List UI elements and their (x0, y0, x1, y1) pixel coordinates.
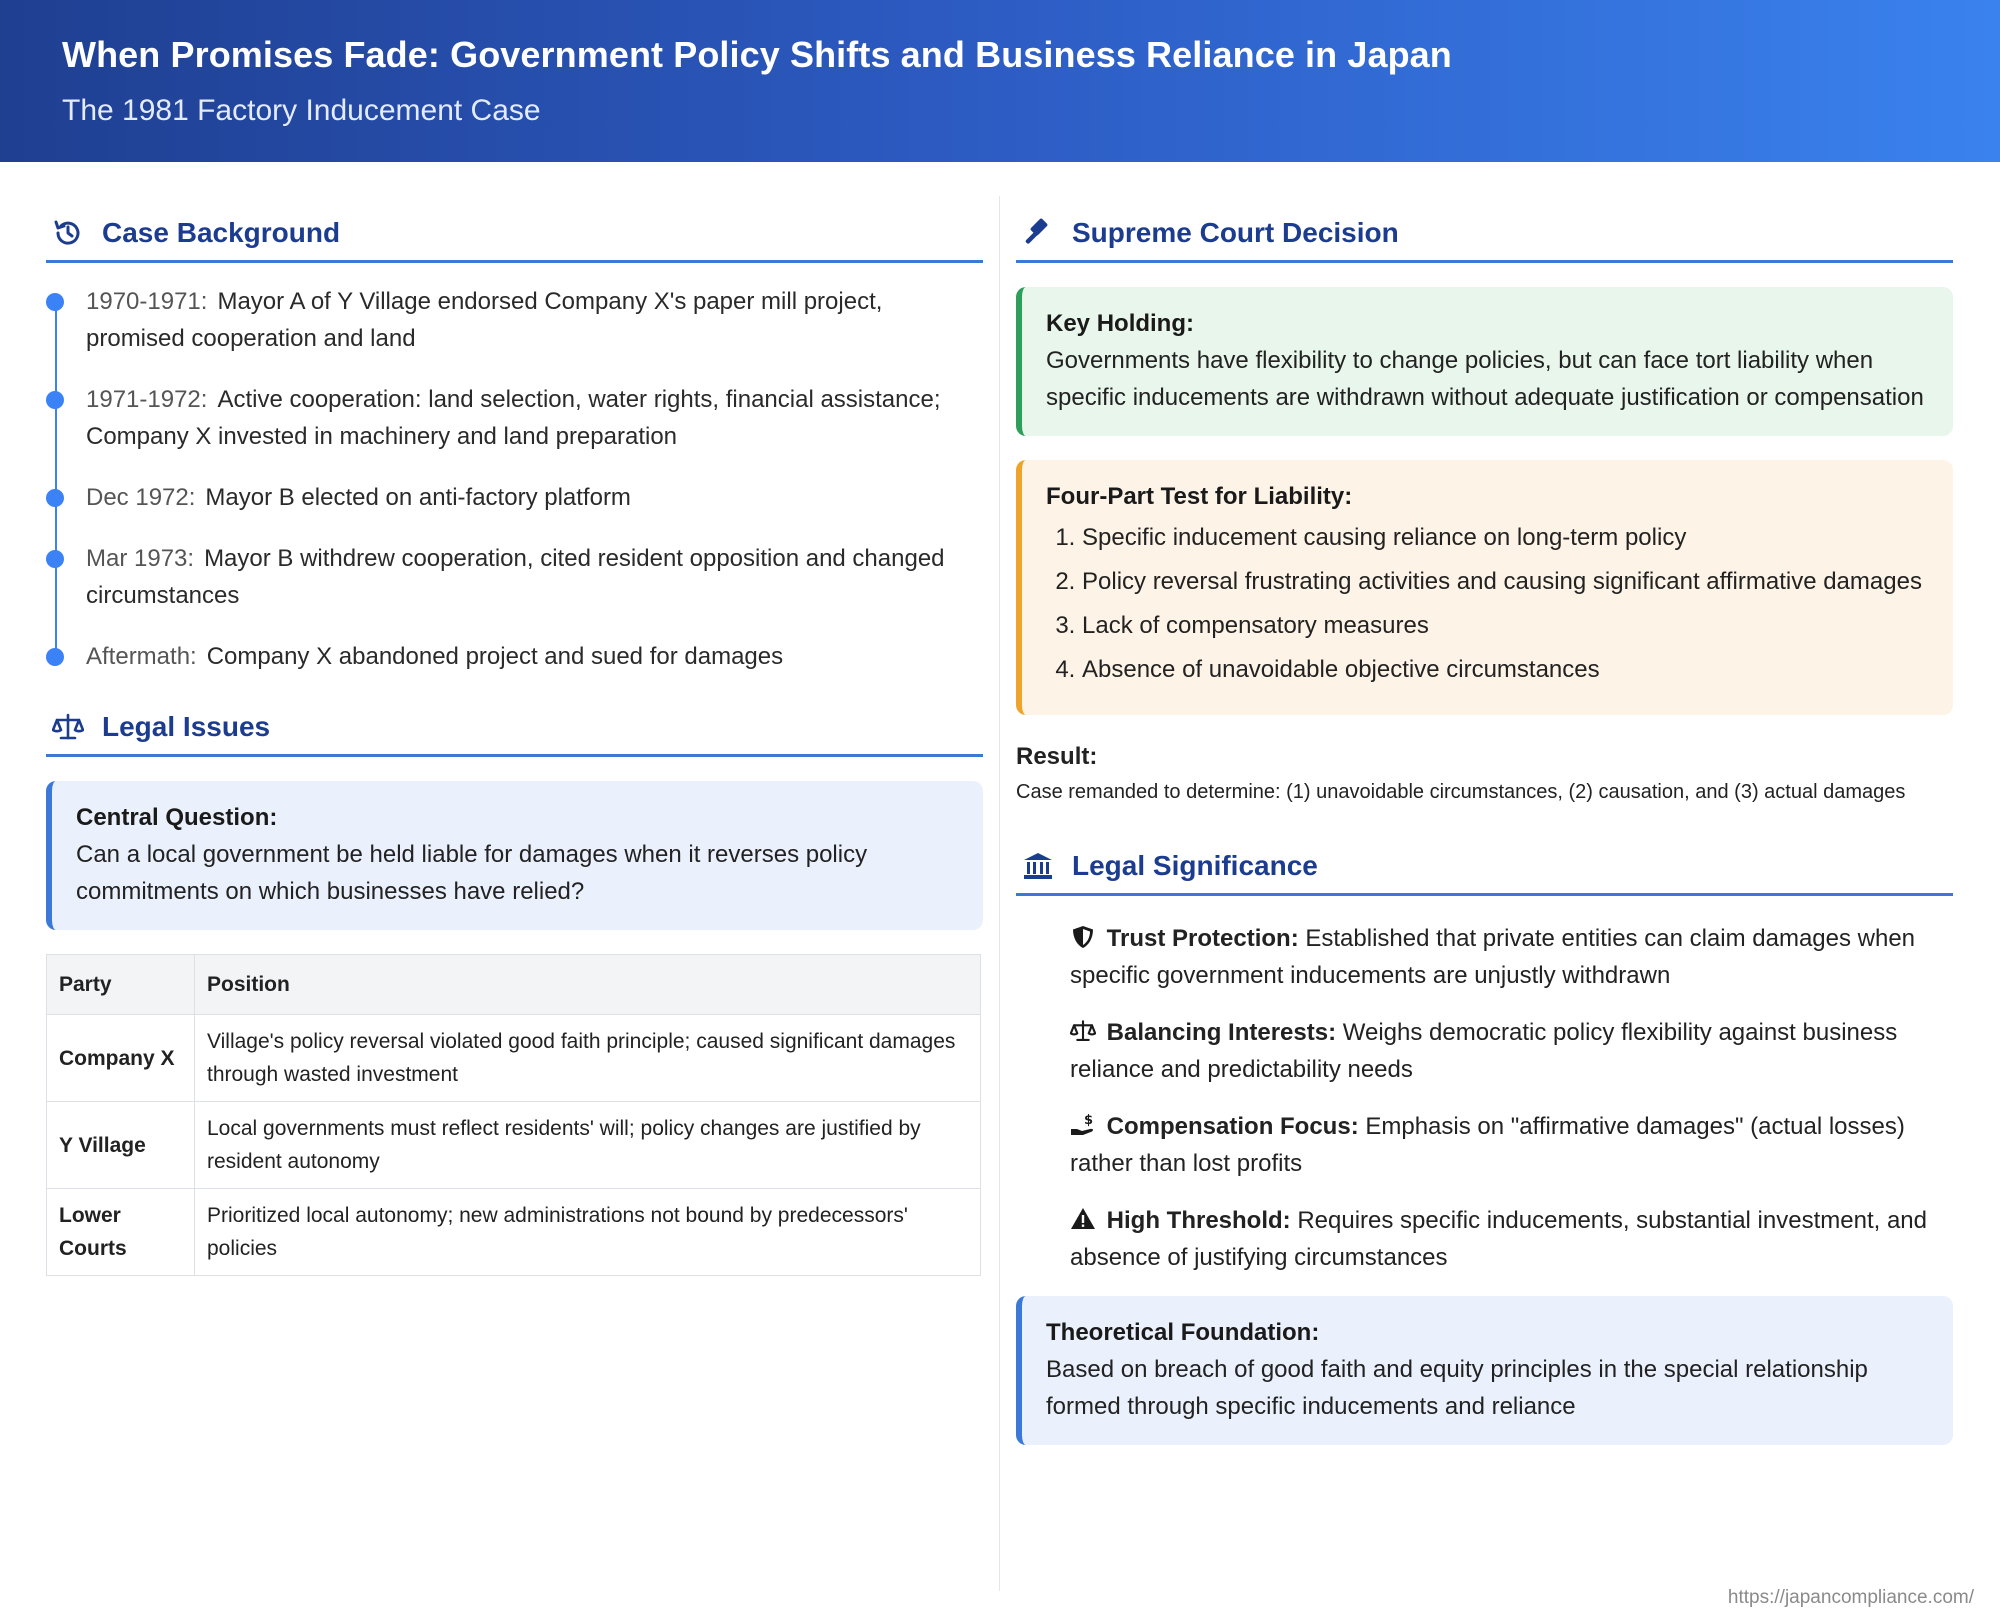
item-title: Trust Protection: (1106, 925, 1299, 952)
landmark-icon (1018, 846, 1058, 886)
item-text: Requires specific inducements, substantial investment, and absence of justifying circumstances (1070, 1207, 1927, 1271)
section-title: Case Background (102, 216, 341, 248)
timeline-text: Mayor B withdrew cooperation, cited resident opposition and changed circumstances (86, 545, 945, 609)
warning-triangle-icon (1070, 1206, 1096, 1232)
column-header-position: Position (195, 955, 981, 1015)
case-timeline (46, 283, 983, 675)
key-holding-callout (1016, 287, 1953, 436)
item-title: High Threshold: (1106, 1207, 1291, 1234)
timeline-line (55, 305, 57, 653)
significance-item (1070, 1108, 1953, 1182)
position-cell: Village's policy reversal violated good faith principle; caused significant damages through wasted investment (195, 1015, 981, 1102)
callout-title: Key Holding: (1046, 310, 1194, 337)
table-row (47, 1189, 981, 1276)
list-item: 4. Absence of unavoidable objective circumstances (1082, 651, 1929, 688)
gavel-icon (1018, 213, 1058, 253)
timeline-dot (46, 391, 64, 409)
supreme-court-decision-heading (1016, 205, 1953, 263)
result-block (1016, 743, 1953, 808)
balance-scale-icon (48, 707, 88, 747)
left-column (46, 205, 983, 1276)
significance-list (1016, 920, 1953, 1276)
timeline-text: Company X abandoned project and sued for damages (206, 643, 784, 670)
legal-significance-heading (1016, 838, 1953, 896)
item-text: Established that private entities can claim damages when specific government inducements are unjustly withdrawn (1070, 925, 1916, 989)
legal-issues-heading (46, 699, 983, 757)
timeline-item (86, 638, 983, 675)
table-row (47, 1102, 981, 1189)
timeline-date: Aftermath: (86, 643, 197, 670)
timeline-date: 1971-1972: (86, 386, 208, 413)
item-text: Emphasis on "affirmative damages" (actual losses) rather than lost profits (1070, 1113, 1905, 1177)
item-text: Weighs democratic policy flexibility against business reliance and predictability needs (1070, 1019, 1898, 1083)
timeline-text: Mayor B elected on anti-factory platform (205, 484, 631, 511)
timeline-item (86, 540, 983, 614)
balance-scale-icon (1070, 1018, 1096, 1044)
result-title: Result: (1016, 743, 1098, 770)
timeline-dot (46, 489, 64, 507)
section-title: Legal Issues (102, 710, 271, 742)
item-title: Balancing Interests: (1106, 1019, 1337, 1046)
page-title: When Promises Fade: Government Policy Shifts and Business Reliance in Japan (62, 34, 1452, 75)
four-part-test-callout (1016, 460, 1953, 715)
svg-text:$: $ (1084, 1113, 1094, 1128)
position-cell: Local governments must reflect residents' will; policy changes are justified by resident autonomy (195, 1102, 981, 1189)
list-item: 1. Specific inducement causing reliance on long-term policy (1082, 519, 1929, 556)
timeline-dot (46, 293, 64, 311)
callout-title: Theoretical Foundation: (1046, 1319, 1320, 1346)
timeline-item (86, 381, 983, 455)
callout-title: Four-Part Test for Liability: (1046, 483, 1353, 510)
shield-icon (1070, 924, 1096, 950)
table-header-row (47, 955, 981, 1015)
history-icon (48, 213, 88, 253)
list-item: 3. Lack of compensatory measures (1082, 607, 1929, 644)
significance-item (1070, 1202, 1953, 1276)
page-subtitle: The 1981 Factory Inducement Case (62, 94, 541, 127)
significance-item (1070, 1014, 1953, 1088)
column-divider (999, 196, 1000, 1591)
timeline-dot (46, 550, 64, 568)
position-cell: Prioritized local autonomy; new administrations not bound by predecessors' policies (195, 1189, 981, 1276)
party-positions-table (46, 954, 981, 1276)
significance-item (1070, 920, 1953, 994)
callout-text: Can a local government be held liable for damages when it reverses policy commitments on which businesses have relied? (76, 841, 868, 905)
callout-text: Based on breach of good faith and equity principles in the special relationship formed through specific inducements and reliance (1046, 1356, 1868, 1420)
theoretical-foundation-callout (1016, 1296, 1953, 1445)
column-header-party: Party (47, 955, 195, 1015)
timeline-item (86, 479, 983, 516)
list-item: 2. Policy reversal frustrating activities and causing significant affirmative damages (1082, 563, 1929, 600)
section-title: Supreme Court Decision (1072, 216, 1399, 248)
timeline-item (86, 283, 983, 357)
callout-title: Central Question: (76, 804, 278, 831)
central-question-callout (46, 781, 983, 930)
timeline-date: 1970-1971: (86, 288, 208, 315)
callout-text: Governments have flexibility to change policies, but can face tort liability when specific inducements are withdrawn without adequate justification or compensation (1046, 347, 1924, 411)
party-cell: Y Village (47, 1102, 195, 1189)
case-background-heading (46, 205, 983, 263)
timeline-dot (46, 648, 64, 666)
source-url: https://japancompliance.com/ (1727, 1587, 1974, 1608)
section-title: Legal Significance (1072, 849, 1318, 881)
timeline-text: Mayor A of Y Village endorsed Company X's paper mill project, promised cooperation and land (86, 288, 883, 352)
timeline-date: Mar 1973: (86, 545, 195, 572)
result-text: Case remanded to determine: (1) unavoidable circumstances, (2) causation, and (3) actual damages (1016, 781, 1906, 803)
page-header (0, 0, 2000, 162)
hand-holding-dollar-icon (1070, 1112, 1096, 1138)
test-list (1046, 519, 1929, 688)
party-cell: Company X (47, 1015, 195, 1102)
right-column (1016, 205, 1953, 1445)
party-cell: Lower Courts (47, 1189, 195, 1276)
timeline-text: Active cooperation: land selection, water rights, financial assistance; Company X invested in machinery and land preparation (86, 386, 941, 450)
table-row (47, 1015, 981, 1102)
timeline-date: Dec 1972: (86, 484, 196, 511)
item-title: Compensation Focus: (1106, 1113, 1359, 1140)
